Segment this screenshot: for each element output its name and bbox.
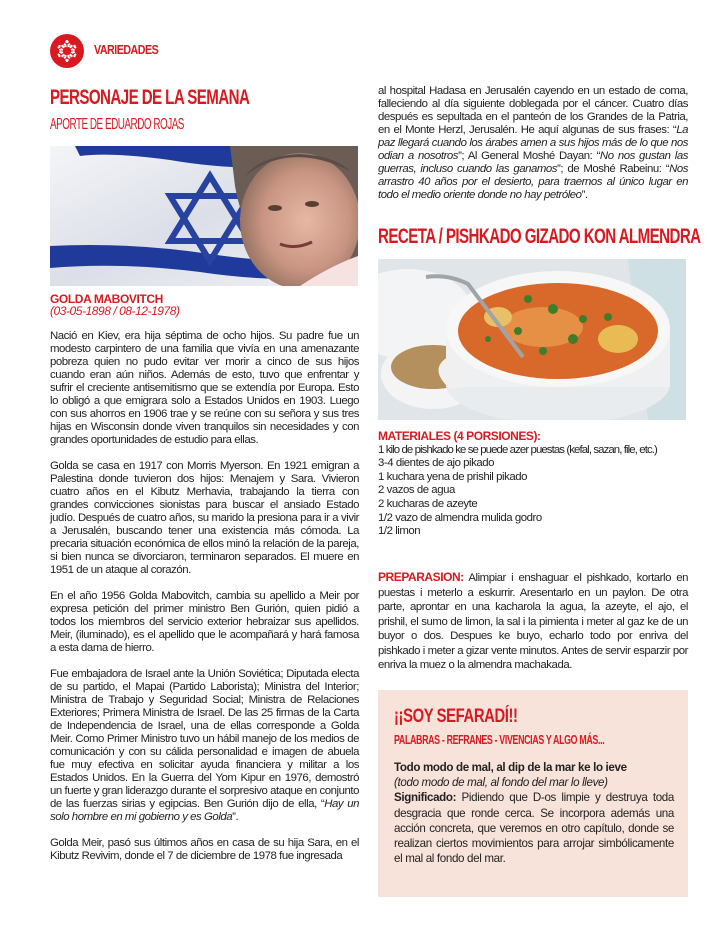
ingredient-item: 1 kilo de pishkado ke se puede azer puestas (kefal, sazan, file, etc.) [378,443,657,456]
preparation-text: Alimpiar i enshaguar el pishkado, kortarlo en puestas i meterlo a eskurrir. Aresentarlo en un paylon. De otra parte, aprontar en una kacharola la agua, la azeyte, el ajo, el prishil, el sumo de limon, la sal i la pimienta i meter al gaz ke de un buyor o dos. Despues ke buyo, echarlo todo por enriva del pishkado i meter a gizar vente minutos. Antes de servir esparzir por enriva la muez o la almendra machakada. [378,572,688,671]
quote: Hay un solo hombre en mi gobierno y es Golda [50,798,359,823]
ingredient-item: 1/2 vazo de almendra mulida godro [378,511,542,524]
recipe-photo [378,259,686,420]
meaning-text: Pidiendo que D-os limpie y destruya toda desgracia que ronde cerca. Se incorpora además una acción concreta, que veremos en otro capítulo, donde se realizan ciertos movimientos para arrojar simbólicamente el mal al fondo del mar. [394,791,674,866]
text-run: ”; Al General Moshé Dayan: “ [458,150,600,162]
text-run: ”. [581,189,588,201]
ingredient-item: 2 kucharas de azeyte [378,497,478,510]
quote: No nos gustan las guerras, incluso cuando las ganamos [378,150,688,175]
star-of-david-icon [57,40,77,62]
israeli-flag-portrait-image [50,146,358,286]
recipe-ingredients [378,430,688,539]
text-run: Fue embajadora de Israel ante la Unión Soviética; Diputada electa de su partido, el Mapai (Partido Laborista); Ministra del Interior; Ministra de Trabajo y Seguridad Social; Ministra de Relaciones Exteriores; Primera Ministra de Israel. De las 25 firmas de la Carta de Independencia de Israel, una de ellas corresponde a Golda Meir. Como Primer Ministro tuvo un hábil manejo de los medios de comunicación y con su cálida personalidad e imagen de abuela fue muy efectiva en solicitar ayuda financiera y militar a los Estados Unidos. En la Guerra del Yom Kipur en 1976, demostró un fuerte y gran liderazgo durante el sorpresivo ataque en conjunto de las fuerzas sirias y egipcias. Ben Gurión dijo de ella, “ [50,668,359,810]
saying-meaning [394,790,674,866]
text-run: ”; de Moshé Rabeinu: “ [557,163,670,175]
article-paragraph [378,85,688,202]
article-left-column [50,293,359,876]
ingredient-item: 2 vazos de agua [378,484,455,497]
saying: Todo modo de mal, al dip de la mar ke lo ieve [394,761,627,774]
portrait-photo [50,146,358,286]
sefaradi-title: ¡¡SOY SEFARADÍ!! [394,706,518,727]
preparation-header: PREPARASION: [378,570,464,584]
ingredients-header: MATERIALES (4 PORSIONES): [378,429,541,443]
ingredient-item: 1 kuchara yena de prishil pikado [378,470,527,483]
article-paragraph: Golda se casa en 1917 con Morris Myerson. En 1921 emigran a Palestina donde tuvieron dos hijos: Menajem y Sara. Vivieron cuatro años en el Kibutz Merhavia, trabajando la tierra con grandes convicciones sionistas para buscar el ansiado Estado judío. Después de cuatro años, su marido la presiona para ir a vivir a Jerusalén, buscando tener una existencia más cómoda. La precaria situación económica de ellos minó la relación de la pareja, si bien nunca se divorciaron, terminaron separados. El muere en 1951 de un ataque al corazón. [50,460,359,576]
page-title: PERSONAJE DE LA SEMANA [50,86,250,109]
recipe-preparation [378,570,688,673]
text-run: al hospital Hadasa en Jerusalén cayendo en un estado de coma, falleciendo al día siguiente doblegada por el cáncer. Cuatro días después es sepultada en el panteón de los Grandes de la Patria, en el Monte Herzl, Jerusalén. He aquí algunas de sus frases: “ [378,85,688,136]
person-dates: (03-05-1898 / 08-12-1978) [50,304,180,318]
text-run: ”. [232,811,239,823]
ingredient-item: 3-4 dientes de ajo pikado [378,457,495,470]
section-logo [50,34,84,68]
sefaradi-subtitle: PALABRAS - REFRANES - VIVENCIAS Y ALGO MÁS... [394,732,605,747]
article-paragraph: Golda Meir, pasó sus últimos años en casa de su hija Sara, en el Kibutz Revivim, donde el 7 de diciembre de 1978 fue ingresada [50,837,359,862]
article-paragraph [50,668,359,824]
meaning-label: Significado: [394,791,457,805]
article-paragraph: Nació en Kiev, era hija séptima de ocho hijos. Su padre fue un modesto carpintero de una familia que vivía en una amenazante pobreza quien no pudo evitar ver morir a cinco de sus hijos cuando eran aún niños. Además de esto, tuvo que enfrentar y sufrir el creciente antisemitismo que se extendía por Europa. Esto lo obligó a que emigrara solo a Estados Unidos en 1903. Luego con sus ahorros en 1906 trae y se reúne con su señora y sus tres hijas en Wisconsin donde viven tranquilos sin necesidades y con grandes oportunidades de estudio para ellas. [50,330,359,446]
sefaradi-body [394,760,674,866]
person-name: GOLDA MABOVITCH [50,292,163,306]
ingredient-item: 1/2 limon [378,525,421,538]
fish-stew-image [378,259,686,420]
quote: La paz llegará cuando los árabes amen a sus hijos más de lo que nos odian a nosotros [378,124,688,162]
sefaradi-box [378,690,688,897]
article-right-column [378,85,688,215]
quote: Nos arrastro 40 años por el desierto, para traernos al único lugar en todo el medio oriente donde no hay petróleo [378,163,688,201]
author-credit: APORTE DE EDUARDO ROJAS [50,116,184,133]
recipe-title: RECETA / PISHKADO GIZADO KON ALMENDRA [378,225,701,248]
article-paragraph: En el año 1956 Golda Mabovitch, cambia su apellido a Meir por expresa petición del primer ministro Ben Gurión, quien pidió a todos los miembros del servicio exterior hebraizar sus apellidos. Meir, (iluminado), es el apellido que le acompañará y hará famosa a esta dama de hierro. [50,590,359,654]
section-label: VARIEDADES [94,42,159,57]
saying-translation: (todo modo de mal, al fondo del mar lo lleve) [394,776,608,790]
